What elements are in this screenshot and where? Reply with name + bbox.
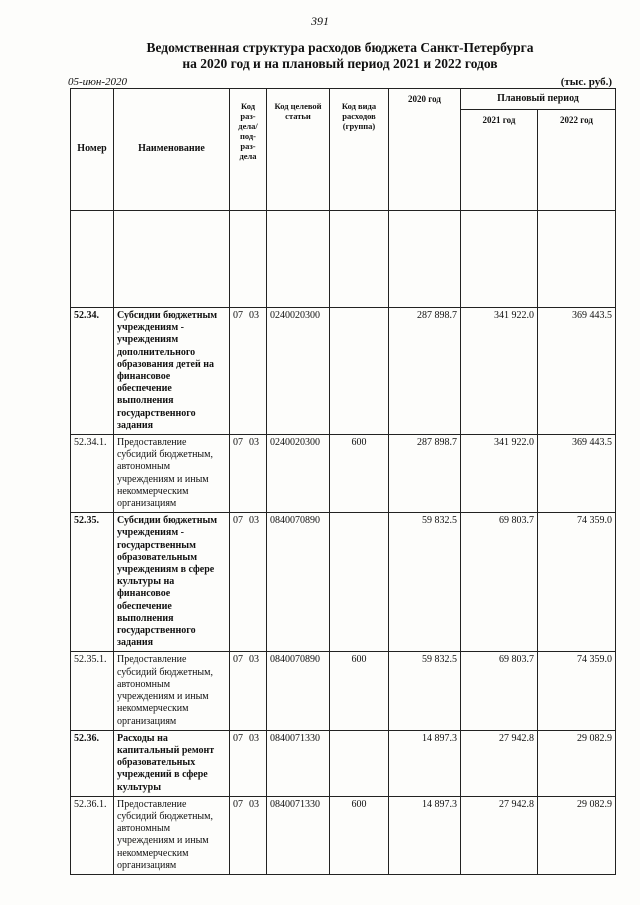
row-amount-2022: 369 443.5 (538, 308, 616, 435)
row-amount-2022: 369 443.5 (538, 435, 616, 513)
razdel-code: 07 (233, 732, 243, 744)
spacer-cell (114, 211, 230, 308)
row-amount-2020: 287 898.7 (389, 435, 461, 513)
row-number: 52.34.1. (71, 435, 114, 513)
row-number: 52.34. (71, 308, 114, 435)
table-row (71, 435, 616, 513)
row-vid-code: 600 (330, 435, 389, 513)
row-amount-2022: 74 359.0 (538, 652, 616, 730)
table-row (71, 513, 616, 652)
spacer-cell (330, 211, 389, 308)
title-line-1: Ведомственная структура расходов бюджета Санкт-Петербурга (146, 40, 534, 55)
podrazdel-code: 03 (249, 310, 259, 321)
row-target-code: 0240020300 (267, 308, 330, 435)
row-razdel (230, 513, 267, 652)
header-2021: 2021 год (461, 110, 538, 211)
header-vid: Код вида расходов (группа) (330, 89, 389, 211)
table-row (71, 652, 616, 730)
row-amount-2021: 69 803.7 (461, 652, 538, 730)
podrazdel-code: 03 (249, 437, 259, 449)
row-amount-2020: 59 832.5 (389, 652, 461, 730)
row-number: 52.35. (71, 513, 114, 652)
title-line-2: на 2020 год и на плановый период 2021 и 2022 годов (182, 56, 498, 71)
row-razdel (230, 435, 267, 513)
row-amount-2021: 341 922.0 (461, 435, 538, 513)
row-target-code: 0840071330 (267, 730, 330, 796)
row-target-code: 0240020300 (267, 435, 330, 513)
row-razdel (230, 652, 267, 730)
spacer-cell (389, 211, 461, 308)
razdel-code: 07 (233, 310, 243, 321)
row-amount-2020: 14 897.3 (389, 796, 461, 874)
header-target: Код целевой статьи (267, 89, 330, 211)
spacer-row (71, 211, 616, 308)
spacer-cell (230, 211, 267, 308)
row-amount-2020: 287 898.7 (389, 308, 461, 435)
row-amount-2022: 74 359.0 (538, 513, 616, 652)
row-amount-2021: 27 942.8 (461, 796, 538, 874)
row-number: 52.36.1. (71, 796, 114, 874)
row-name: Предоставление субсидий бюджетным, автономным учреждениям и иным некоммерческим организациям (114, 652, 230, 730)
row-number: 52.36. (71, 730, 114, 796)
row-target-code: 0840070890 (267, 513, 330, 652)
row-amount-2020: 14 897.3 (389, 730, 461, 796)
row-vid-code (330, 308, 389, 435)
row-amount-2021: 69 803.7 (461, 513, 538, 652)
table-row (71, 730, 616, 796)
row-amount-2021: 341 922.0 (461, 308, 538, 435)
row-vid-code (330, 730, 389, 796)
row-vid-code: 600 (330, 796, 389, 874)
row-amount-2020: 59 832.5 (389, 513, 461, 652)
page-number: 391 (311, 14, 329, 28)
spacer-cell (538, 211, 616, 308)
header-number: Номер (71, 89, 114, 211)
podrazdel-code: 03 (249, 732, 259, 744)
razdel-code: 07 (233, 798, 243, 810)
podrazdel-code: 03 (249, 798, 259, 810)
header-planned-period: Плановый период (461, 89, 616, 110)
row-target-code: 0840071330 (267, 796, 330, 874)
row-name: Расходы на капитальный ремонт образовательных учреждений в сфере культуры (114, 730, 230, 796)
units-label: (тыс. руб.) (560, 76, 612, 88)
row-razdel (230, 730, 267, 796)
spacer-cell (267, 211, 330, 308)
row-name: Субсидии бюджетным учреждениям - государственным образовательным учреждениям в сфере культуры на финансовое обеспечение выполнения государственного задания (114, 513, 230, 652)
row-amount-2021: 27 942.8 (461, 730, 538, 796)
podrazdel-code: 03 (249, 654, 259, 666)
table-body (71, 211, 616, 875)
row-number: 52.35.1. (71, 652, 114, 730)
budget-table (70, 88, 616, 875)
row-razdel (230, 796, 267, 874)
razdel-code: 07 (233, 654, 243, 666)
podrazdel-code: 03 (249, 515, 259, 527)
row-name: Предоставление субсидий бюджетным, автономным учреждениям и иным некоммерческим организациям (114, 435, 230, 513)
row-amount-2022: 29 082.9 (538, 796, 616, 874)
row-target-code: 0840070890 (267, 652, 330, 730)
table-row (71, 796, 616, 874)
row-amount-2022: 29 082.9 (538, 730, 616, 796)
row-vid-code: 600 (330, 652, 389, 730)
razdel-code: 07 (233, 437, 243, 449)
document-title (60, 40, 620, 72)
header-2020: 2020 год (389, 89, 461, 211)
header-2022: 2022 год (538, 110, 616, 211)
row-name: Предоставление субсидий бюджетным, автономным учреждениям и иным некоммерческим организациям (114, 796, 230, 874)
spacer-cell (71, 211, 114, 308)
row-razdel (230, 308, 267, 435)
table-row (71, 308, 616, 435)
razdel-code: 07 (233, 515, 243, 527)
row-vid-code (330, 513, 389, 652)
header-name: Наименование (114, 89, 230, 211)
row-name: Субсидии бюджетным учреждениям - учреждениям дополнительного образования детей на финансовое обеспечение выполнения государственного задания (114, 308, 230, 435)
document-date: 05-июн-2020 (68, 76, 128, 88)
spacer-cell (461, 211, 538, 308)
header-razdel: Код раз- дела/ под- раз- дела (230, 89, 267, 211)
